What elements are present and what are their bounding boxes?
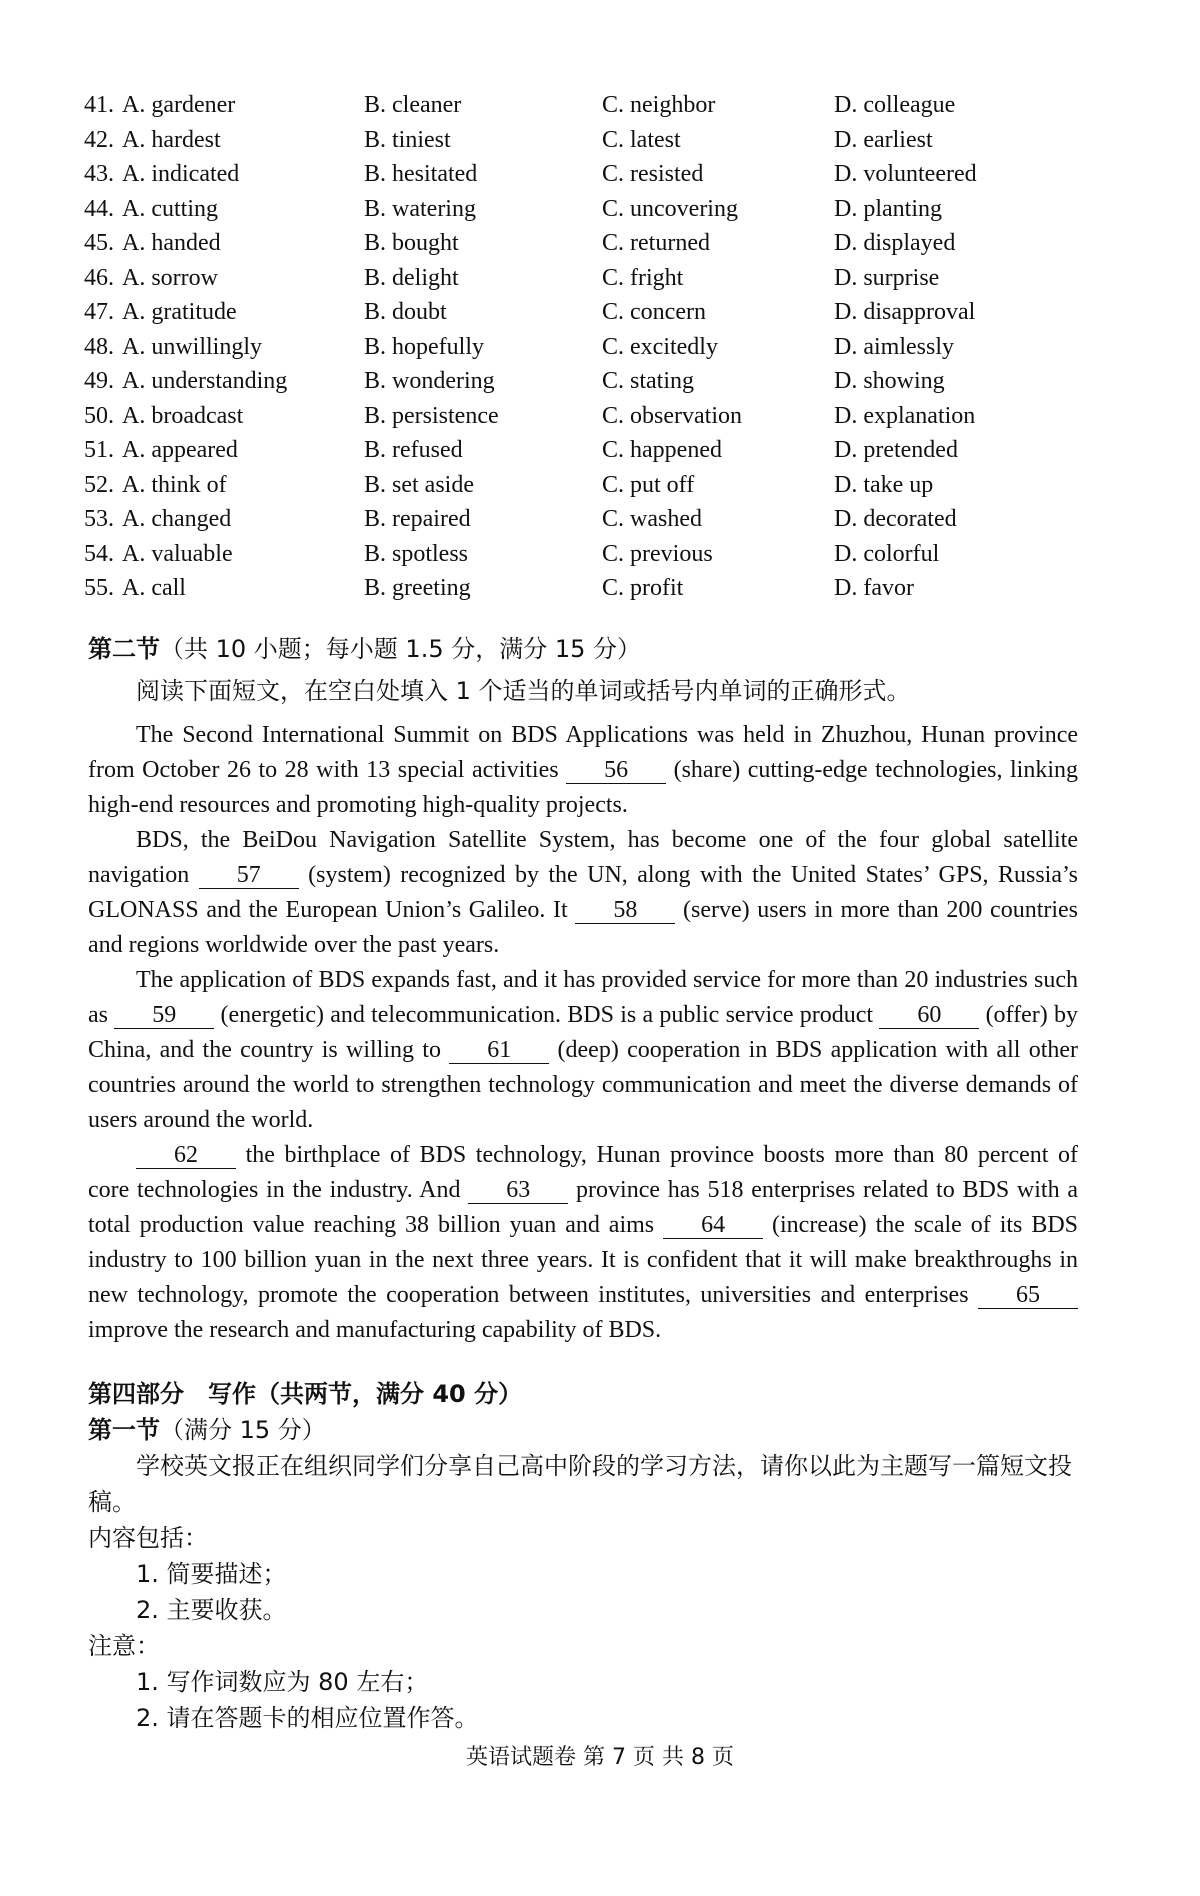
- blank-57: 57: [199, 862, 299, 889]
- choice-row: [84, 433, 1084, 468]
- option-b: B. refused: [364, 437, 463, 463]
- section2-instruction: 阅读下面短文，在空白处填入 1 个适当的单词或括号内单词的正确形式。: [136, 677, 911, 705]
- option-a: A. gratitude: [122, 299, 237, 325]
- question-number: 42.: [84, 126, 114, 153]
- option-c: C. previous: [602, 540, 713, 567]
- option-c: C. stating: [602, 368, 695, 394]
- section2-heading-bold: 第二节: [88, 635, 160, 663]
- option-c: C. resisted: [602, 161, 704, 187]
- option-d: D. aimlessly: [834, 333, 954, 360]
- option-b: B. repaired: [364, 506, 471, 532]
- content-item-1: 1. 简要描述；: [136, 1560, 287, 1588]
- option-c: C. neighbor: [602, 92, 716, 118]
- option-b: B. persistence: [364, 402, 499, 429]
- section2-heading-rest: （共 10 小题；每小题 1.5 分，满分 15 分）: [160, 635, 642, 663]
- question-number: 50.: [84, 402, 114, 429]
- option-a: A. sorrow: [122, 264, 218, 291]
- option-d: D. favor: [834, 575, 914, 601]
- page-footer: 英语试题卷 第 7 页 共 8 页: [466, 1745, 734, 1770]
- option-a: A. changed: [122, 506, 232, 532]
- option-a: A. gardener: [122, 92, 236, 118]
- option-d: D. take up: [834, 471, 934, 498]
- question-number: 44.: [84, 195, 114, 222]
- choice-row: [84, 261, 1084, 296]
- option-d: D. volunteered: [834, 161, 977, 187]
- passage: [88, 718, 1078, 1348]
- part4-section1-heading: 第一节（满分 15 分）: [88, 1416, 326, 1444]
- option-c: C. concern: [602, 299, 706, 325]
- option-c: C. returned: [602, 230, 710, 256]
- option-a: A. indicated: [122, 161, 240, 187]
- choice-row: [84, 537, 1084, 572]
- note-item-2: 2. 请在答题卡的相应位置作答。: [136, 1704, 479, 1732]
- blank-64: 64: [663, 1212, 763, 1239]
- option-d: D. disapproval: [834, 299, 976, 325]
- option-b: B. tiniest: [364, 126, 451, 153]
- option-a: A. hardest: [122, 126, 221, 153]
- option-b: B. hopefully: [364, 333, 484, 360]
- note-item-1: 1. 写作词数应为 80 左右；: [136, 1668, 429, 1696]
- blank-58: 58: [575, 897, 675, 924]
- question-number: 48.: [84, 333, 114, 360]
- note-label: 注意：: [88, 1632, 160, 1660]
- choice-row: [84, 88, 1084, 123]
- section2-heading: [88, 632, 641, 666]
- option-d: D. explanation: [834, 402, 976, 429]
- option-d: D. colorful: [834, 540, 940, 567]
- option-c: C. washed: [602, 506, 702, 532]
- writing-section: [88, 1376, 1098, 1736]
- choice-row: [84, 157, 1084, 192]
- question-number: 41.: [84, 92, 114, 118]
- blank-56: 56: [566, 757, 666, 784]
- option-b: B. spotless: [364, 540, 469, 567]
- option-a: A. valuable: [122, 540, 233, 567]
- choice-row: [84, 192, 1084, 227]
- option-b: B. set aside: [364, 471, 474, 498]
- option-c: C. happened: [602, 437, 722, 463]
- option-b: B. cleaner: [364, 92, 462, 118]
- blank-62: 62: [136, 1142, 236, 1169]
- option-a: A. cutting: [122, 195, 218, 222]
- question-number: 55.: [84, 575, 114, 601]
- option-d: D. earliest: [834, 126, 933, 153]
- choice-row: [84, 571, 1084, 606]
- option-c: C. profit: [602, 575, 684, 601]
- option-d: D. decorated: [834, 506, 957, 532]
- option-a: A. think of: [122, 471, 227, 498]
- option-c: C. fright: [602, 264, 684, 291]
- choice-row: [84, 226, 1084, 261]
- content-label: 内容包括：: [88, 1524, 208, 1552]
- question-number: 43.: [84, 161, 114, 187]
- question-number: 52.: [84, 471, 114, 498]
- choice-list: [84, 88, 1084, 606]
- option-b: B. greeting: [364, 575, 471, 601]
- question-number: 49.: [84, 368, 114, 394]
- question-number: 45.: [84, 230, 114, 256]
- blank-63: 63: [468, 1177, 568, 1204]
- passage-paragraph-4: 62 the birthplace of BDS technology, Hunan province boosts more than 80 percent of core technologies in the industry. And 63 province has 518 enterprises related to BDS with a total production value reaching 38 billion yuan and aims 64 (increase) the scale of its BDS industry to 100 billion yuan in the next three years. It is confident that it will make breakthroughs in new technology, promote the cooperation between institutes, universities and enterprises 65 improve the research and manufacturing capability of BDS.: [88, 1142, 1079, 1343]
- option-b: B. doubt: [364, 299, 447, 325]
- option-c: C. observation: [602, 402, 742, 429]
- option-a: A. understanding: [122, 368, 288, 394]
- option-b: B. bought: [364, 230, 459, 256]
- option-c: C. put off: [602, 471, 695, 498]
- option-d: D. surprise: [834, 264, 940, 291]
- option-b: B. hesitated: [364, 161, 478, 187]
- passage-paragraph-1: The Second International Summit on BDS Applications was held in Zhuzhou, Hunan province from October 26 to 28 with 13 special activities 56 (share) cutting-edge technologies, linking high-end resources and promoting high-quality projects.: [88, 722, 1078, 818]
- passage-paragraph-3: The application of BDS expands fast, and it has provided service for more than 20 industries such as 59 (energetic) and telecommunication. BDS is a public service product 60 (offer) by China, and the country is willing to 61 (deep) cooperation in BDS application with all other countries around the world to strengthen technology communication and meet the diverse demands of users around the world.: [88, 967, 1079, 1133]
- question-number: 51.: [84, 437, 114, 463]
- option-d: D. planting: [834, 195, 942, 222]
- blank-60: 60: [879, 1002, 979, 1029]
- question-number: 46.: [84, 264, 114, 291]
- choice-row: [84, 399, 1084, 434]
- option-d: D. showing: [834, 368, 945, 394]
- option-b: B. wondering: [364, 368, 495, 394]
- option-d: D. displayed: [834, 230, 956, 256]
- option-a: A. handed: [122, 230, 221, 256]
- content-item-2: 2. 主要收获。: [136, 1596, 287, 1624]
- choice-row: [84, 123, 1084, 158]
- option-a: A. call: [122, 575, 186, 601]
- question-number: 47.: [84, 299, 114, 325]
- option-d: D. pretended: [834, 437, 958, 463]
- blank-65: 65: [978, 1282, 1078, 1309]
- option-a: A. broadcast: [122, 402, 244, 429]
- option-b: B. delight: [364, 264, 459, 291]
- choice-row: [84, 502, 1084, 537]
- choice-row: [84, 295, 1084, 330]
- option-d: D. colleague: [834, 92, 956, 118]
- option-b: B. watering: [364, 195, 476, 222]
- part4-heading: 第四部分 写作（共两节，满分 40 分）: [88, 1380, 523, 1408]
- choice-row: [84, 364, 1084, 399]
- option-a: A. appeared: [122, 437, 238, 463]
- option-c: C. uncovering: [602, 195, 738, 222]
- option-c: C. latest: [602, 126, 681, 153]
- passage-paragraph-2: BDS, the BeiDou Navigation Satellite System, has become one of the four global satellite navigation 57 (system) recognized by the UN, along with the United States’ GPS, Russia’s GLONASS and the European Union’s Galileo. It 58 (serve) users in more than 200 countries and regions worldwide over the past years.: [88, 827, 1079, 958]
- choice-row: [84, 330, 1084, 365]
- option-a: A. unwillingly: [122, 333, 263, 360]
- blank-61: 61: [449, 1037, 549, 1064]
- writing-prompt: 学校英文报正在组织同学们分享自己高中阶段的学习方法，请你以此为主题写一篇短文投稿。: [88, 1452, 1072, 1516]
- blank-59: 59: [114, 1002, 214, 1029]
- question-number: 54.: [84, 540, 114, 567]
- question-number: 53.: [84, 506, 114, 532]
- choice-row: [84, 468, 1084, 503]
- option-c: C. excitedly: [602, 333, 718, 360]
